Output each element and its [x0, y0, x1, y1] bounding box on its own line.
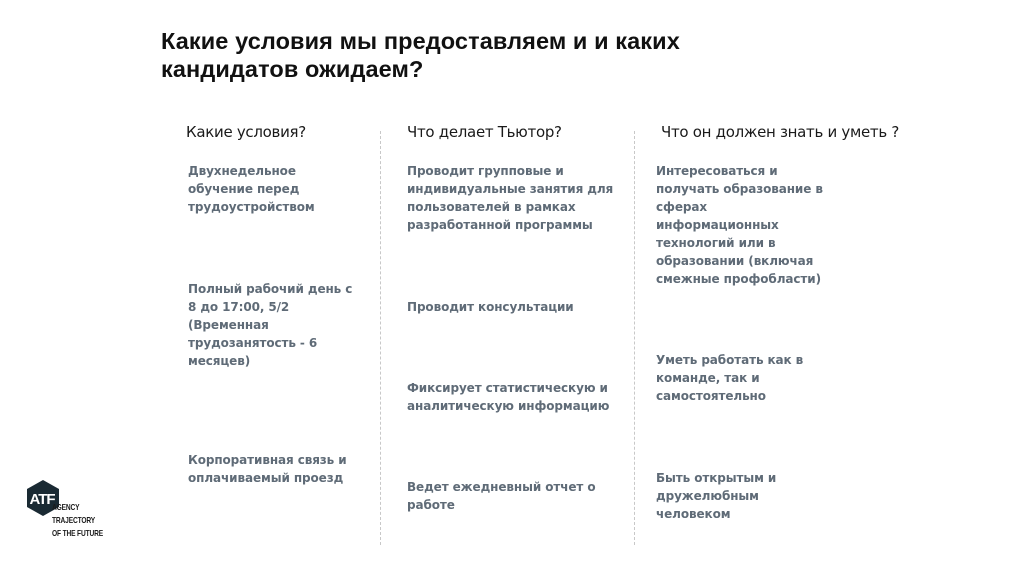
condition-item: Двухнедельное обучение перед трудоустройством — [188, 164, 315, 214]
slide-title: Какие условия мы предоставляем и и каких кандидатов ожидаем? — [161, 28, 680, 82]
requirement-item: Интересоваться и получать образование в сферах информационных технологий или в образовании (включая смежные профобласти) — [656, 164, 823, 286]
column-header-conditions: Какие условия? — [186, 123, 306, 141]
duty-item: Проводит групповые и индивидуальные занятия для пользователей в рамках разработанной программы — [407, 164, 614, 232]
requirement-item: Уметь работать как в команде, так и самостоятельно — [656, 353, 804, 403]
logo-wordmark — [52, 501, 103, 540]
requirement-item: Быть открытым и дружелюбным человеком — [656, 471, 777, 521]
logo-line: TRAJECTORY — [52, 515, 96, 525]
duty-item: Проводит консультации — [407, 300, 574, 314]
condition-item: Корпоративная связь и оплачиваемый проезд — [188, 453, 347, 485]
column-header-tutor-duties: Что делает Тьютор? — [407, 123, 562, 141]
column-header-requirements: Что он должен знать и уметь ? — [661, 123, 900, 141]
logo-line: AGENCY — [52, 502, 80, 512]
atf-logo — [26, 480, 116, 555]
condition-item: Полный рабочий день с 8 до 17:00, 5/2 (Временная трудозанятость - 6 месяцев) — [188, 282, 353, 368]
column-divider — [634, 131, 635, 545]
svg-text:ATF: ATF — [29, 491, 55, 508]
column-divider — [380, 131, 381, 545]
duty-item: Фиксирует статистическую и аналитическую информацию — [407, 381, 610, 413]
logo-line: OF THE FUTURE — [52, 528, 104, 538]
duty-item: Ведет ежедневный отчет о работе — [407, 480, 596, 512]
